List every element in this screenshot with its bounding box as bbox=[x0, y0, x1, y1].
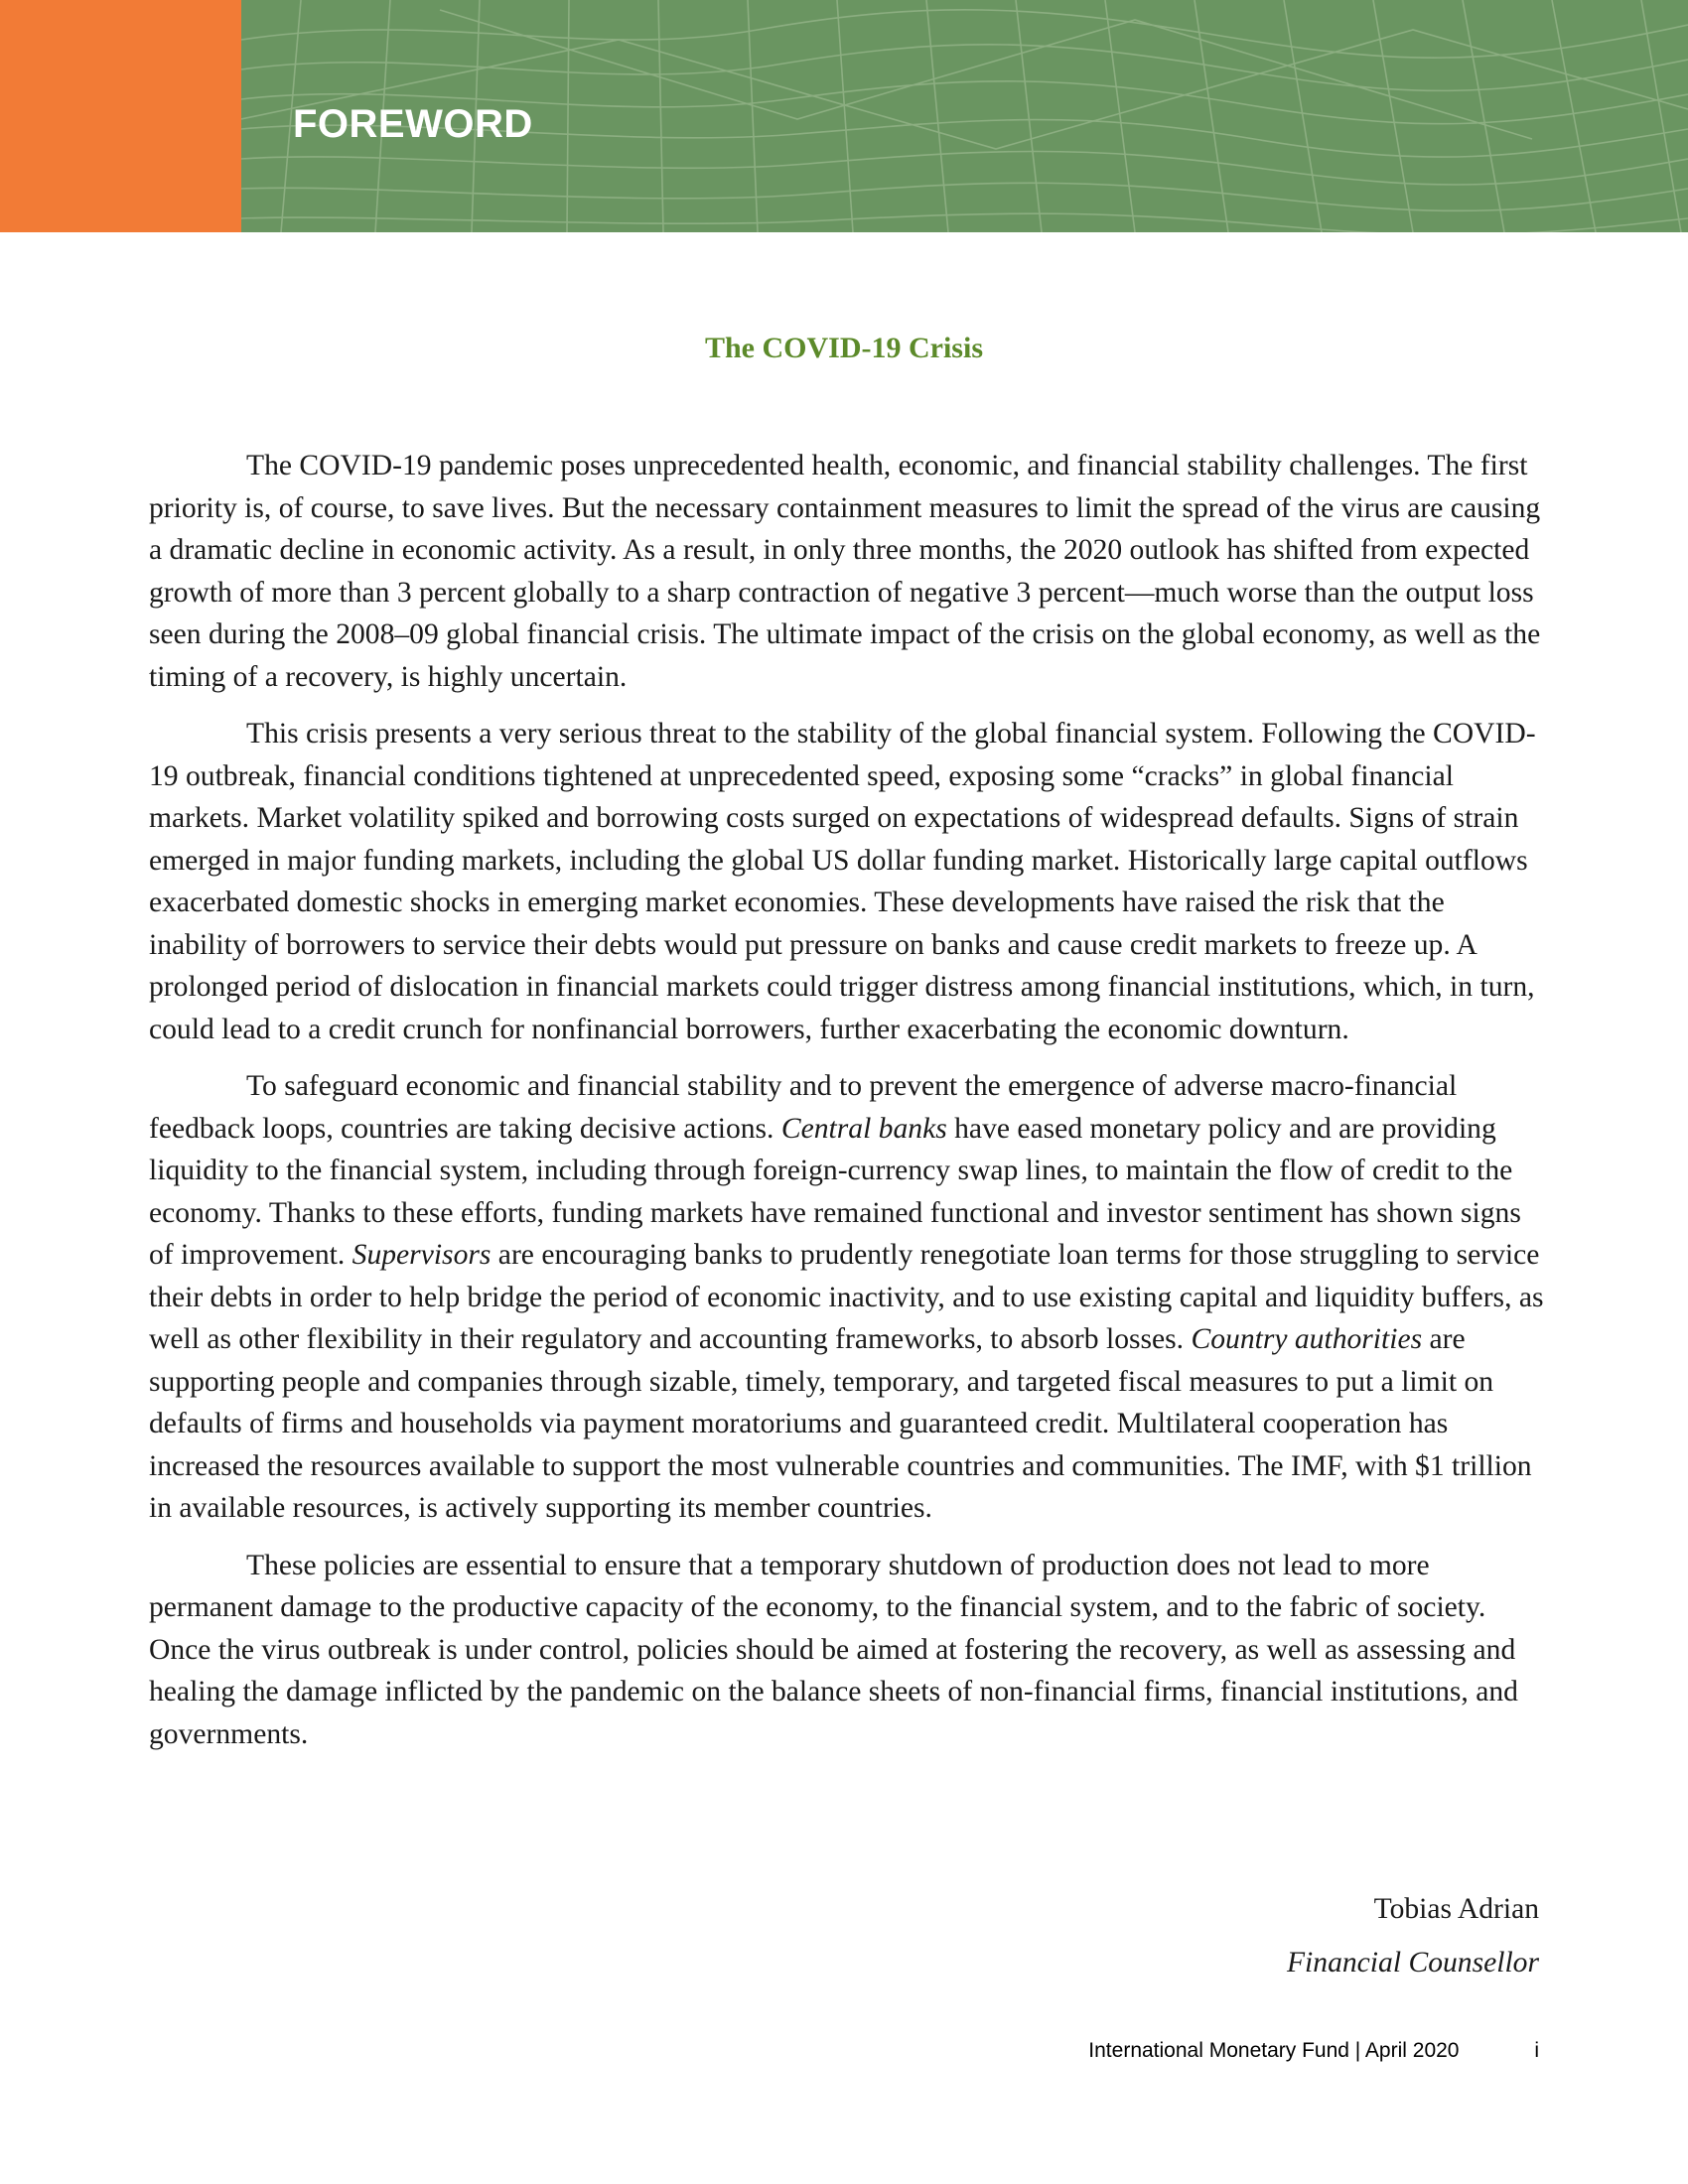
header-banner bbox=[0, 0, 1688, 232]
body-paragraph bbox=[149, 1065, 1544, 1530]
body-paragraph bbox=[149, 713, 1544, 1050]
paragraph-text: are encouraging banks to prudently renegotiate loan terms for those struggling to service their debts in order to help bridge the period of economic inactivity, and to use existing capital and liquidity buffers, as well as other flexibility in their regulatory and accounting frameworks, to absorb losses. bbox=[149, 1239, 1544, 1355]
signature-block bbox=[1287, 1882, 1539, 1989]
body-paragraph bbox=[149, 1545, 1544, 1756]
paragraph-text: These policies are essential to ensure that a temporary shutdown of production does not lead to more permanent damage to the productive capacity of the economy, to the financial system, and to the fabric of society. Once the virus outbreak is under control, policies should be aimed at fostering the recovery, as well as assessing and healing the damage inflicted by the pandemic on the balance sheets of non-financial firms, financial institutions, and governments. bbox=[149, 1549, 1518, 1750]
footer-publication: International Monetary Fund | April 2020 bbox=[1088, 2039, 1460, 2062]
banner-orange-block bbox=[0, 0, 241, 232]
signature-title: Financial Counsellor bbox=[1286, 1947, 1539, 1979]
page-number: i bbox=[1534, 2039, 1539, 2062]
emphasis-text: Central banks bbox=[780, 1112, 947, 1145]
paragraph-text: are supporting people and companies through sizable, timely, temporary, and targeted fiscal measures to put a limit on defaults of firms and households via payment moratoriums and guaranteed credit. Multilateral cooperation has increased the resources available to support the most vulnerable countries and communities. The IMF, with $1 trillion in available resources, is actively supporting its member countries. bbox=[149, 1323, 1532, 1524]
paragraph-text: The COVID-19 pandemic poses unprecedented health, economic, and financial stability challenges. The first priority is, of course, to save lives. But the necessary containment measures to limit the spread of the virus are causing a dramatic decline in economic activity. As a result, in only three months, the 2020 outlook has shifted from expected growth of more than 3 percent globally to a sharp contraction of negative 3 percent—much worse than the output loss seen during the 2008–09 global financial crisis. The ultimate impact of the crisis on the global economy, as well as the timing of a recovery, is highly uncertain. bbox=[149, 450, 1541, 693]
section-heading: The COVID-19 Crisis bbox=[704, 332, 983, 364]
body-paragraph bbox=[149, 445, 1544, 698]
emphasis-text: Supervisors bbox=[352, 1239, 492, 1271]
paragraph-text: To safeguard economic and financial stability and to prevent the emergence of adverse macro-financial feedback loops, countries are taking decisive actions. bbox=[149, 1070, 1458, 1145]
emphasis-text: Country authorities bbox=[1191, 1323, 1423, 1355]
paragraph-text: This crisis presents a very serious threat to the stability of the global financial system. Following the COVID-19 outbreak, financial conditions tightened at unprecedented speed, exposing some “cracks” in global financial markets. Market volatility spiked and borrowing costs surged on expectations of widespread defaults. Signs of strain emerged in major funding markets, including the global US dollar funding market. Historically large capital outflows exacerbated domestic shocks in emerging market economies. These developments have raised the risk that the inability of borrowers to service their debts would put pressure on banks and cause credit markets to freeze up. A prolonged period of dislocation in financial markets could trigger distress among financial institutions, which, in turn, could lead to a credit crunch for nonfinancial borrowers, further exacerbating the economic downturn. bbox=[149, 718, 1536, 1045]
signature-name: Tobias Adrian bbox=[1373, 1893, 1539, 1925]
page-footer bbox=[1088, 2039, 1539, 2063]
foreword-body bbox=[149, 445, 1544, 1770]
paragraph-text: have eased monetary policy and are providing liquidity to the financial system, including through foreign-currency swap lines, to maintain the flow of credit to the economy. Thanks to these efforts, funding markets have remained functional and investor sentiment has shown signs of improvement. bbox=[149, 1112, 1521, 1271]
page-title: FOREWORD bbox=[293, 102, 533, 146]
